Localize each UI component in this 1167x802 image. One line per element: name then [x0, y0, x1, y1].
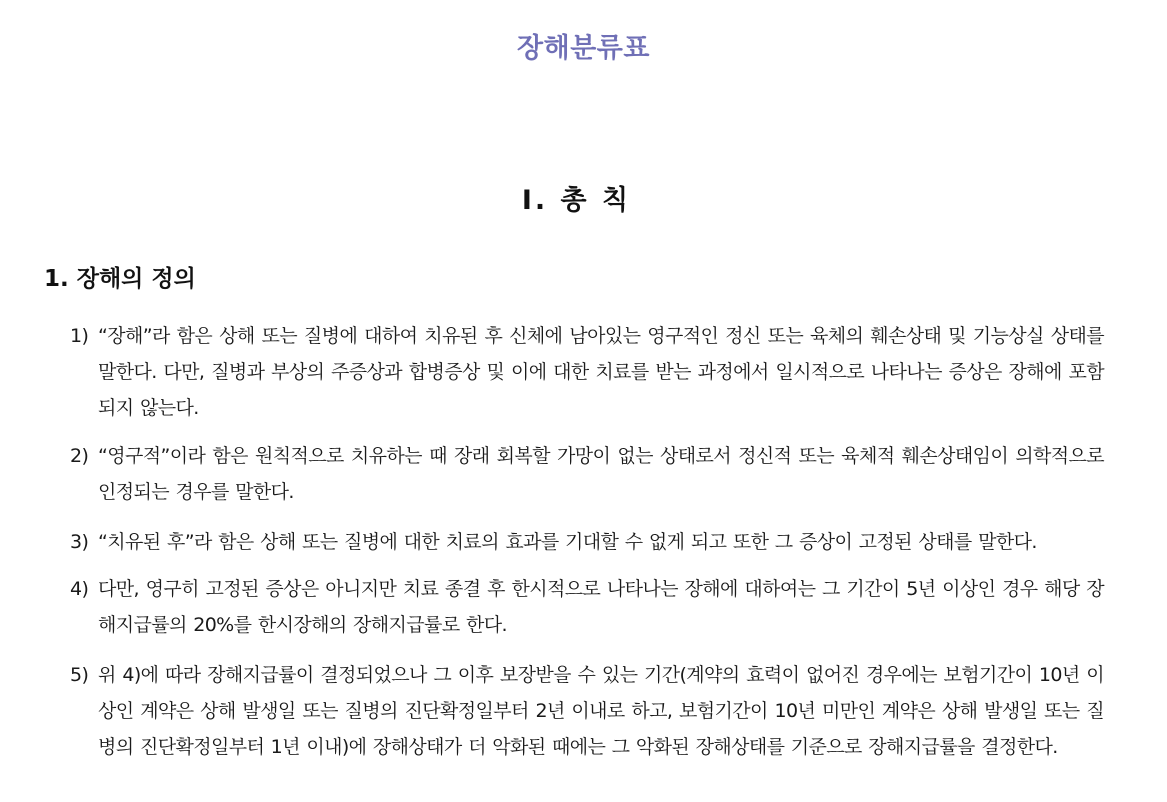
clause-number: 3) — [70, 531, 89, 553]
clause-item — [70, 318, 1104, 426]
clause-text: 다만, 영구히 고정된 증상은 아니지만 치료 종결 후 한시적으로 나타나는 장해에 대하여는 그 기간이 5년 이상인 경우 해당 장해지급률의 20%를 한시장해의 장해지급률로 한다. — [98, 578, 1104, 636]
clause-item — [70, 524, 1104, 560]
clause-text: “장해”라 함은 상해 또는 질병에 대하여 치유된 후 신체에 남아있는 영구적인 정신 또는 육체의 훼손상태 및 기능상실 상태를 말한다. 다만, 질병과 부상의 주증상과 합병증상 및 이에 대한 치료를 받는 과정에서 일시적으로 나타나는 증상은 장해에 포함되지 않는다. — [98, 325, 1104, 419]
clause-item — [70, 438, 1104, 510]
clause-number: 5) — [70, 664, 89, 686]
clause-list — [70, 318, 1104, 765]
clause-number: 1) — [70, 325, 89, 347]
clause-item — [70, 571, 1104, 643]
clause-text: 위 4)에 따라 장해지급률이 결정되었으나 그 이후 보장받을 수 있는 기간(계약의 효력이 없어진 경우에는 보험기간이 10년 이상인 계약은 상해 발생일 또는 질병의 진단확정일부터 2년 이내로 하고, 보험기간이 10년 미만인 계약은 상해 발생일 또는 질병의 진단확정일부터 1년 이내)에 장해상태가 더 악화된 때에는 그 악화된 장해상태를 기준으로 장해지급률을 결정한다. — [98, 664, 1104, 758]
clause-item — [70, 657, 1104, 765]
document-title: 장해분류표 — [517, 33, 650, 64]
section-heading: 1. 장해의 정의 — [44, 266, 196, 292]
clause-text: “치유된 후”라 함은 상해 또는 질병에 대한 치료의 효과를 기대할 수 없게 되고 또한 그 증상이 고정된 상태를 말한다. — [98, 531, 1037, 553]
clause-number: 2) — [70, 445, 89, 467]
clause-number: 4) — [70, 578, 89, 600]
chapter-heading: Ⅰ. 총 칙 — [521, 185, 632, 216]
clause-text: “영구적”이라 함은 원칙적으로 치유하는 때 장래 회복할 가망이 없는 상태로서 정신적 또는 육체적 훼손상태임이 의학적으로 인정되는 경우를 말한다. — [98, 445, 1104, 503]
